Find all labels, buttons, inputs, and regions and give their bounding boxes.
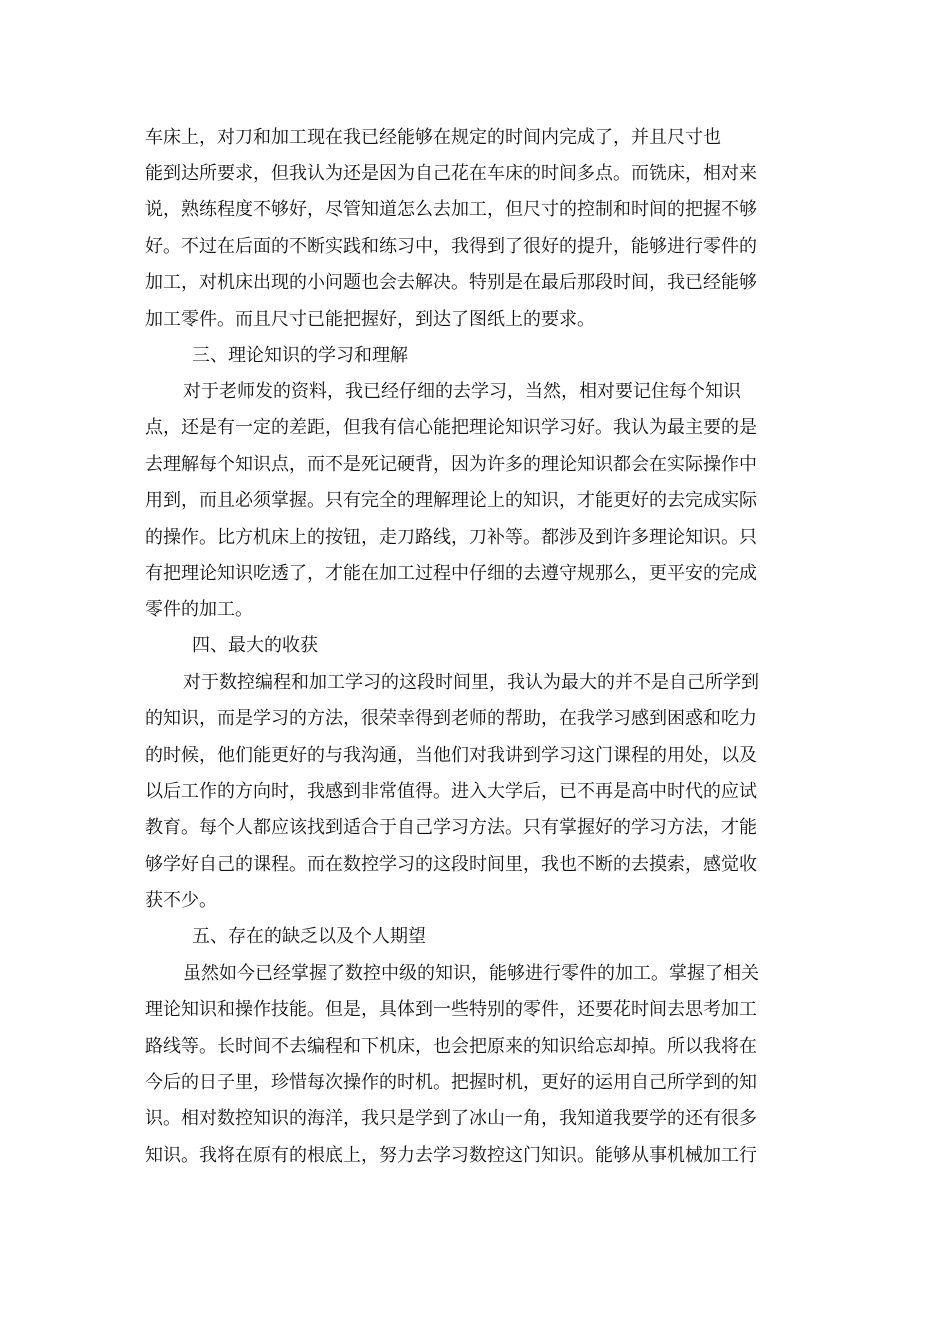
body-line: 的操作。比方机床上的按钮，走刀路线，刀补等。都涉及到许多理论知识。只 — [145, 527, 757, 548]
body-line: 的知识，而是学习的方法，很荣幸得到老师的帮助，在我学习感到困惑和吃力 — [145, 708, 757, 729]
body-line: 说，熟练程度不够好，尽管知道怎么去加工，但尺寸的控制和时间的把握不够 — [145, 199, 757, 220]
body-line: 能到达所要求，但我认为还是因为自己花在车床的时间多点。而铣床，相对来 — [145, 163, 757, 184]
body-line: 去理解每个知识点，而不是死记硬背，因为许多的理论知识都会在实际操作中 — [145, 454, 757, 475]
body-line: 好。不过在后面的不断实践和练习中，我得到了很好的提升，能够进行零件的 — [145, 236, 757, 257]
body-line: 对于老师发的资料，我已经仔细的去学习，当然，相对要记住每个知识 — [183, 381, 741, 402]
body-line: 加工，对机床出现的小问题也会去解决。特别是在最后那段时间，我已经能够 — [145, 272, 757, 293]
body-line: 够学好自己的课程。而在数控学习的这段时间里，我也不断的去摸索，感觉收 — [145, 854, 757, 875]
body-line: 理论知识和操作技能。但是，具体到一些特别的零件，还要花时间去思考加工 — [145, 999, 757, 1020]
body-line: 以后工作的方向时，我感到非常值得。进入大学后，已不再是高中时代的应试 — [145, 781, 757, 802]
section-heading: 五、存在的缺乏以及个人期望 — [192, 926, 426, 947]
body-line: 车床上，对刀和加工现在我已经能够在规定的时间内完成了，并且尺寸也 — [145, 127, 721, 148]
body-line: 获不少。 — [145, 890, 217, 911]
body-line: 的时候，他们能更好的与我沟通，当他们对我讲到学习这门课程的用处，以及 — [145, 745, 757, 766]
body-line: 教育。每个人都应该找到适合于自己学习方法。只有掌握好的学习方法，才能 — [145, 817, 757, 838]
body-line: 点，还是有一定的差距，但我有信心能把理论知识学习好。我认为最主要的是 — [145, 417, 757, 438]
body-line: 今后的日子里，珍惜每次操作的时机。把握时机，更好的运用自己所学到的知 — [145, 1072, 757, 1093]
body-line: 零件的加工。 — [145, 599, 253, 620]
body-line: 虽然如今已经掌握了数控中级的知识，能够进行零件的加工。掌握了相关 — [183, 963, 759, 984]
body-line: 路线等。长时间不去编程和下机床，也会把原来的知识给忘却掉。所以我将在 — [145, 1036, 757, 1057]
body-line: 识。相对数控知识的海洋，我只是学到了冰山一角，我知道我要学的还有很多 — [145, 1108, 757, 1129]
body-line: 用到，而且必须掌握。只有完全的理解理论上的知识，才能更好的去完成实际 — [145, 490, 757, 511]
body-line: 有把理论知识吃透了，才能在加工过程中仔细的去遵守规那么，更平安的完成 — [145, 563, 757, 584]
body-line: 加工零件。而且尺寸已能把握好，到达了图纸上的要求。 — [145, 309, 595, 330]
body-line: 知识。我将在原有的根底上，努力去学习数控这门知识。能够从事机械加工行 — [145, 1145, 757, 1166]
section-heading: 三、理论知识的学习和理解 — [192, 345, 408, 366]
section-heading: 四、最大的收获 — [192, 635, 318, 656]
body-line: 对于数控编程和加工学习的这段时间里，我认为最大的并不是自己所学到 — [183, 672, 759, 693]
